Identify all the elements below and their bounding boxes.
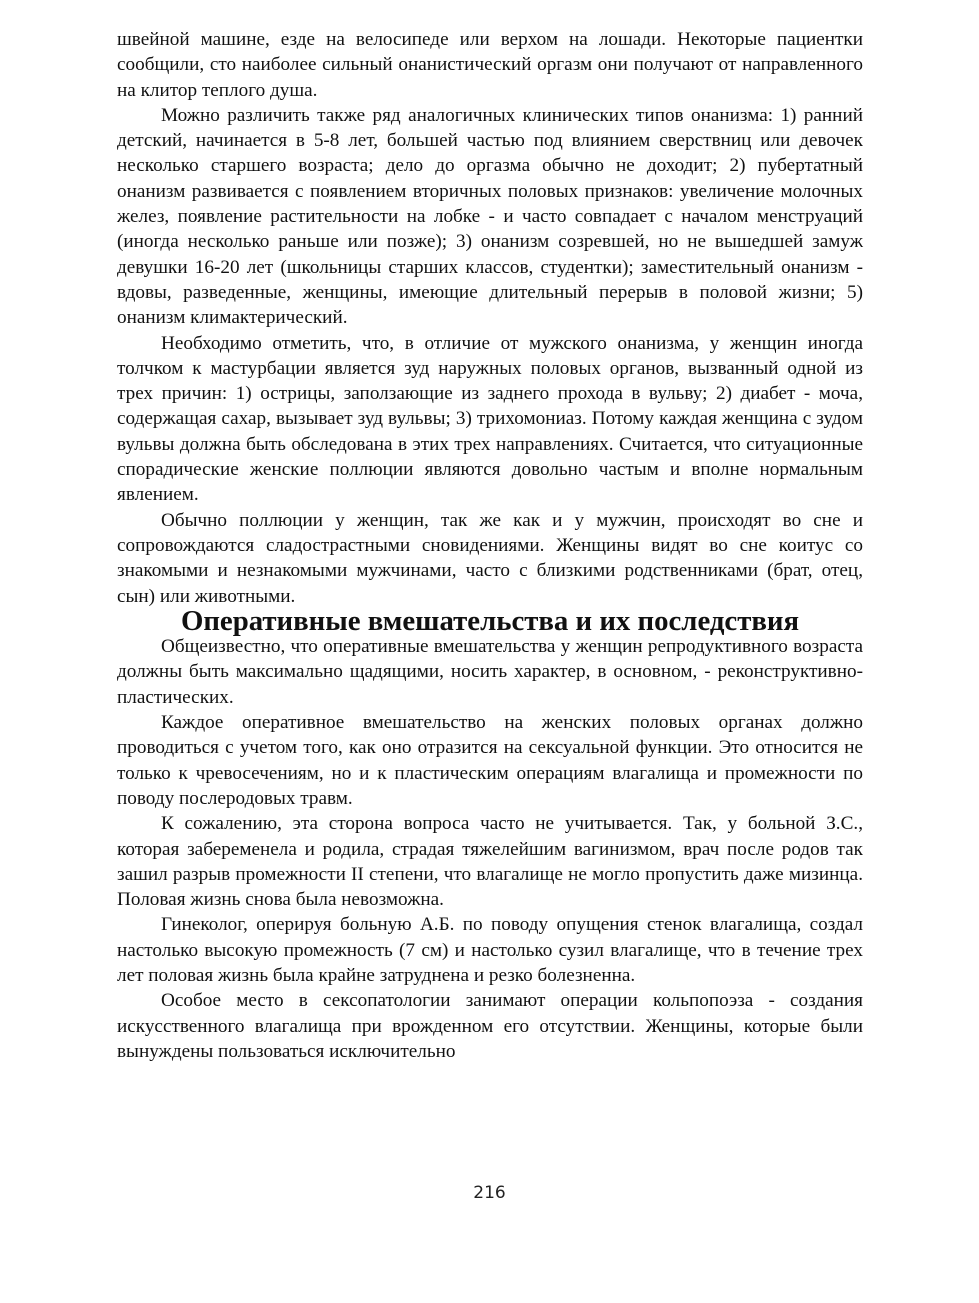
page-number: 216 — [473, 1183, 506, 1203]
paragraph: швейной машине, езде на велосипеде или верхом на лошади. Некоторые пациентки сообщили, сто наиболее сильный онанистический оргазм они получают от направленного на клитор теплого душа. — [117, 29, 863, 101]
paragraph: Каждое оперативное вмешательство на женских половых органах должно проводиться с учетом того, как оно отразится на сексуальной функции. Это относится не только к чревосечениям, но и к пластическим операциям влагалища и промежности по поводу послеродовых травм. — [117, 712, 863, 809]
paragraph: Общеизвестно, что оперативные вмешательства у женщин репродуктивного возраста должны быть максимально щадящими, носить характер, в основном, - реконструктивно-пластических. — [117, 636, 863, 708]
paragraph: Гинеколог, оперируя больную А.Б. по поводу опущения стенок влагалища, создал настолько высокую промежность (7 см) и настолько сузил влагалище, что в течение трех лет половая жизнь была крайне затруднена и резко болезненна. — [117, 914, 863, 986]
paragraph: Обычно поллюции у женщин, так же как и у мужчин, происходят во сне и сопровождаются сладострастными сновидениями. Женщины видят во сне коитус со знакомыми и незнакомыми мужчинами, часто с близкими родственниками (брат, отец, сын) или животными. — [117, 509, 863, 607]
section-heading: Оперативные вмешательства и их последствия — [180, 604, 800, 637]
paragraph: К сожалению, эта сторона вопроса часто не учитывается. Так, у больной З.С., которая забеременела и родила, страдая тяжелейшим вагинизмом, врач после родов так зашил разрыв промежности II степени, что влагалище не могло пропустить даже мизинца. Половая жизнь снова была невозможна. — [117, 813, 863, 911]
paragraph: Можно различить также ряд аналогичных клинических типов онанизма: 1) ранний детский, начинается в 5-8 лет, большей частью под влиянием сверствниц или девочек несколько старшего возраста; дело до оргазма обычно не доходит; 2) пубертатный онанизм развивается с появлением вторичных половых признаков: увеличение молочных желез, появление растительности на лобке - и часто совпадает с началом менструаций (иногда несколько раньше или позже); 3) онанизм созревшей, но не вышедшей замуж девушки 16-20 лет (школьницы старших классов, студентки); заместительный онанизм - вдовы, разведенные, женщины, имеющие длительный перерыв в половой жизни; 5) онанизм климактерический. — [117, 104, 863, 329]
paragraph: Необходимо отметить, что, в отличие от мужского онанизма, у женщин иногда толчком к мастурбации является зуд наружных половых органов, вызванный одной из трех причин: 1) острицы, заползающие из заднего прохода в вульву; 2) диабет - моча, содержащая сахар, вызывает зуд вульвы; 3) трихомониаз. Потому каждая женщина с зудом вульвы должна быть обследована в этих трех направлениях. Считается, что ситуационные спорадические женские поллюции являются довольно частым и вполне нормальным явлением. — [117, 332, 863, 506]
document-page — [117, 27, 863, 1064]
paragraph: Особое место в сексопатологии занимают операции кольпопоэза - создания искусственного влагалища при врожденном его отсутствии. Женщины, которые были вынуждены пользоваться исключительно — [117, 990, 863, 1062]
